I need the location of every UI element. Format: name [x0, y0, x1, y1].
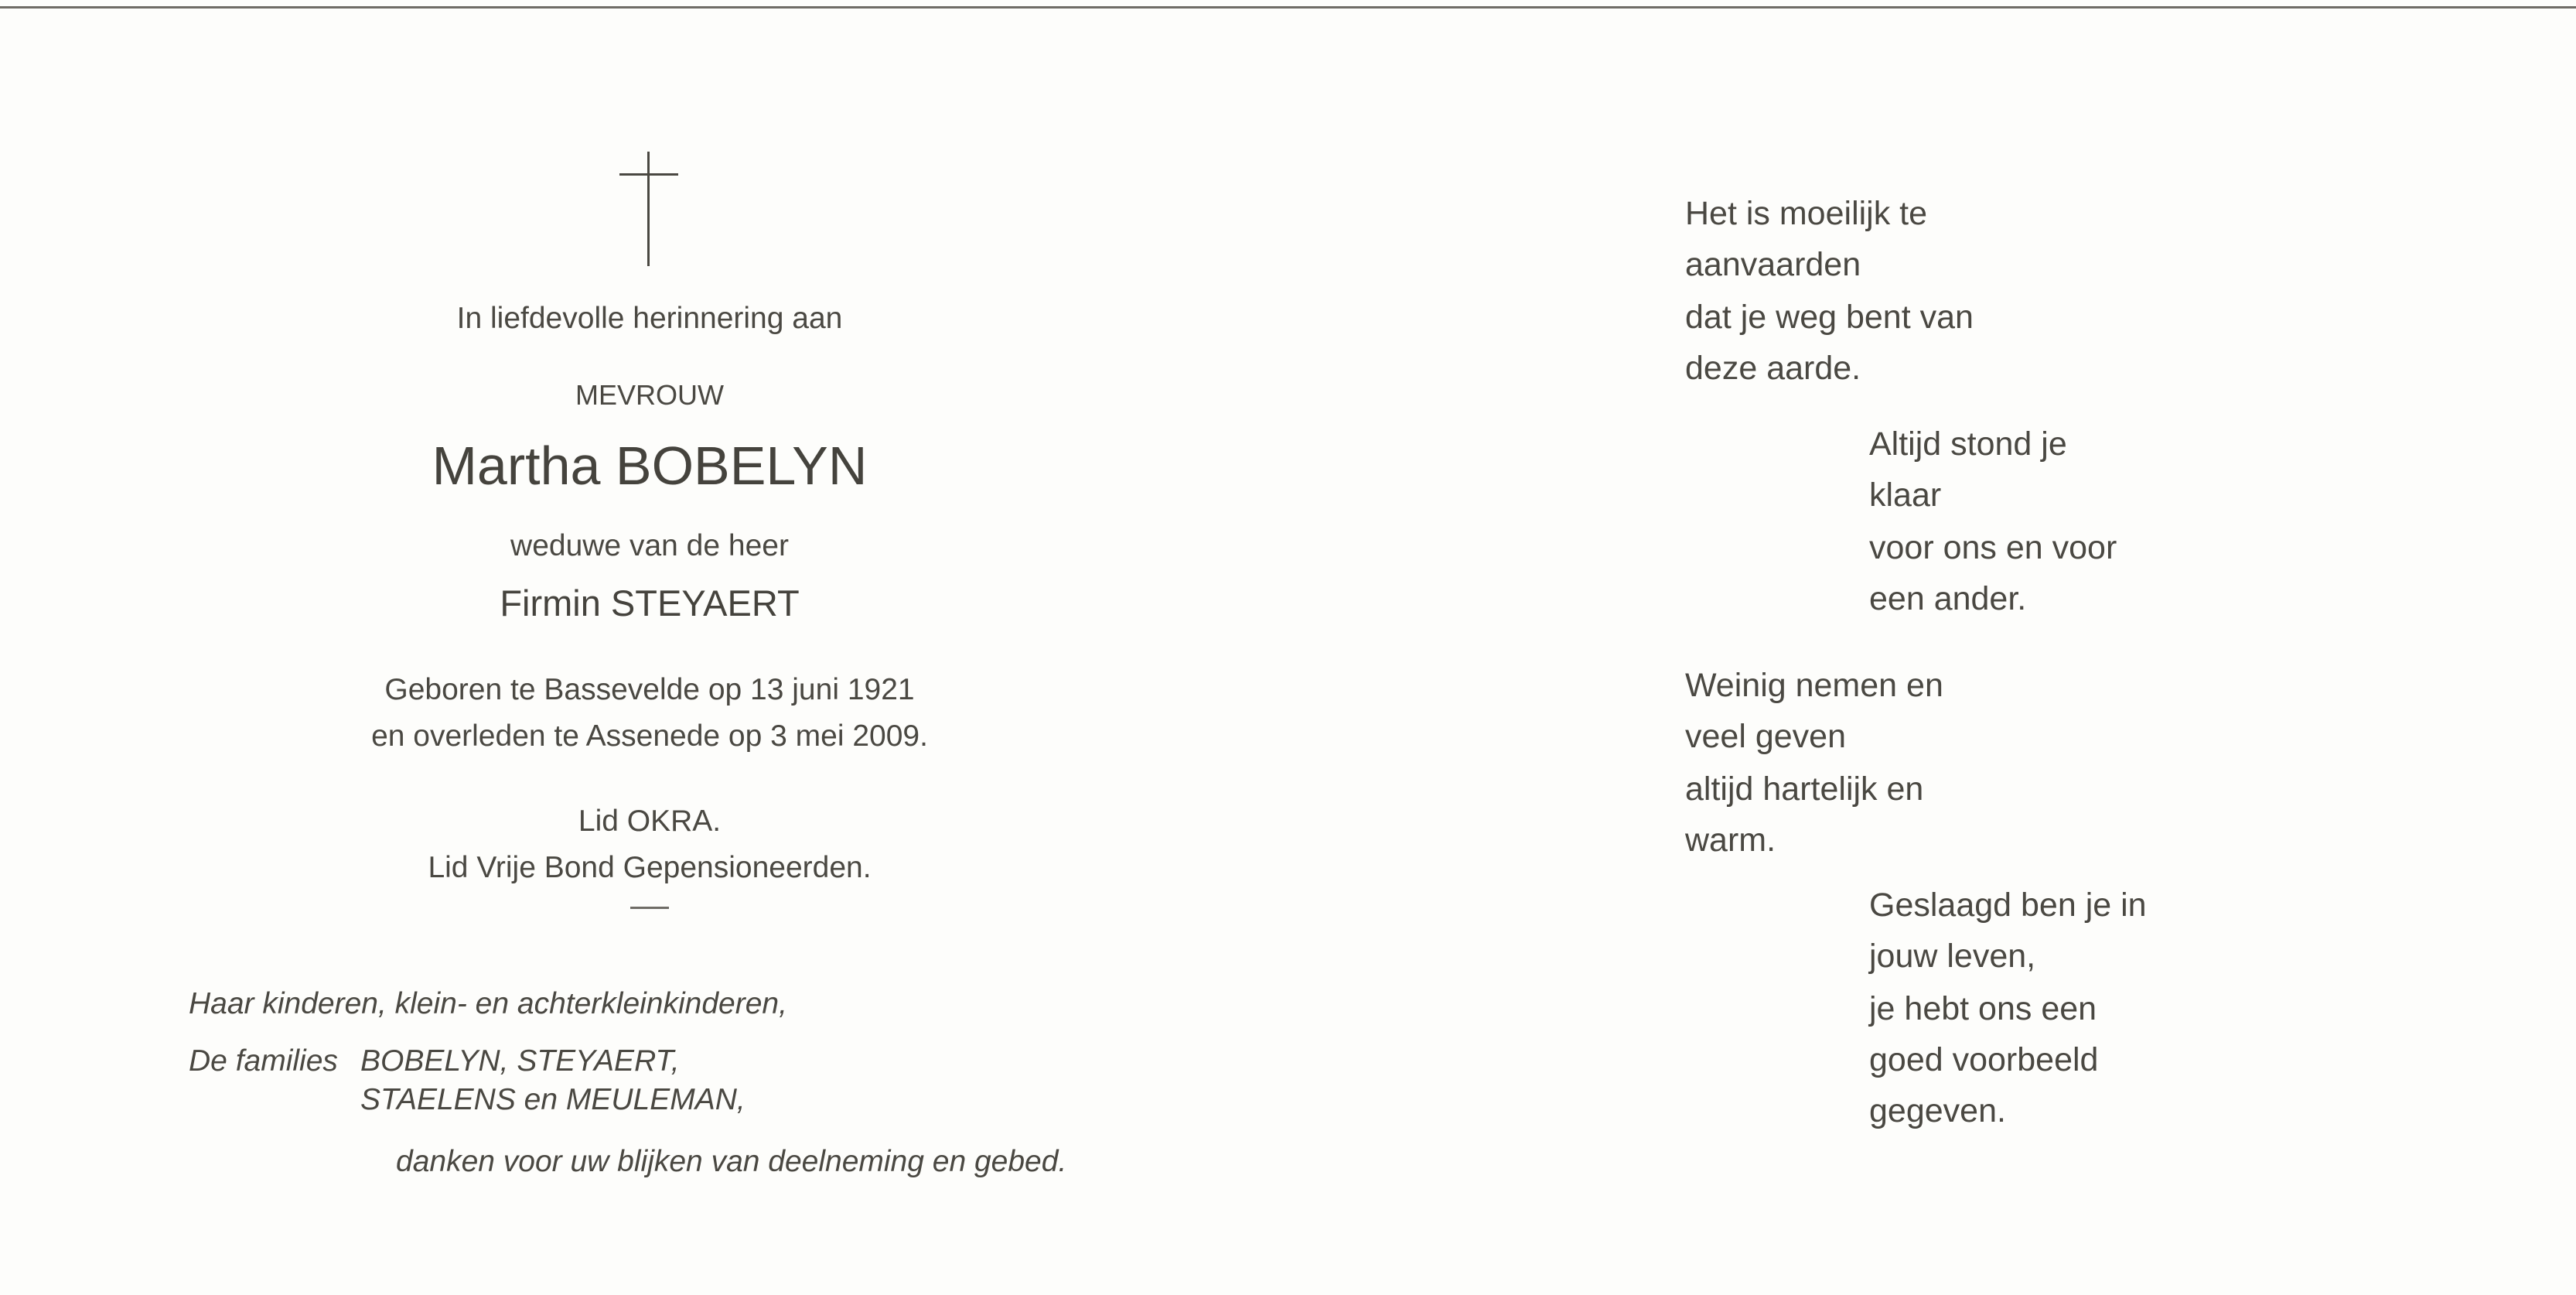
poem-line: deze aarde. [1685, 350, 1861, 387]
spouse-name: Firmin STEYAERT [500, 583, 800, 624]
membership-okra: Lid OKRA. [578, 805, 722, 838]
poem-line: Geslaagd ben je in [1869, 887, 2147, 924]
poem-line: gegeven. [1869, 1092, 2006, 1129]
poem-line: voor ons en voor [1869, 529, 2117, 566]
poem-line: veel geven [1685, 718, 1846, 755]
poem-line: altijd hartelijk en [1685, 771, 1924, 808]
poem-line: Weinig nemen en [1685, 667, 1943, 704]
poem-line: dat je weg bent van [1685, 299, 1974, 336]
family-line-label: De families [189, 1044, 338, 1078]
birth-text: Geboren te Bassevelde op 13 juni 1921 [384, 673, 915, 706]
thanks-text: danken voor uw blijken van deelneming en gebed. [396, 1145, 1067, 1178]
intro-text: In liefdevolle herinnering aan [456, 302, 843, 335]
poem-line: Het is moeilijk te [1685, 195, 1928, 232]
poem-line: je hebt ons een [1869, 990, 2097, 1027]
membership-bond: Lid Vrije Bond Gepensioneerden. [428, 851, 872, 884]
family-line-names-2: STAELENS en MEULEMAN, [360, 1083, 746, 1116]
honorific: MEVROUW [575, 379, 724, 411]
poem-line: een ander. [1869, 580, 2027, 617]
separator-dash [630, 907, 669, 909]
family-line-children: Haar kinderen, klein- en achterkleinkinderen, [189, 987, 787, 1020]
poem-line: jouw leven, [1869, 938, 2036, 975]
cross-icon [619, 152, 678, 266]
poem-line: goed voorbeeld [1869, 1041, 2099, 1078]
deceased-name: Martha BOBELYN [432, 436, 868, 496]
poem-line: aanvaarden [1685, 246, 1861, 283]
relation-text: weduwe van de heer [510, 529, 789, 562]
poem-line: Altijd stond je [1869, 425, 2067, 463]
poem-line: warm. [1685, 822, 1776, 859]
death-text: en overleden te Assenede op 3 mei 2009. [371, 719, 928, 753]
family-line-names: BOBELYN, STEYAERT, [360, 1044, 680, 1078]
poem-line: klaar [1869, 477, 1942, 514]
